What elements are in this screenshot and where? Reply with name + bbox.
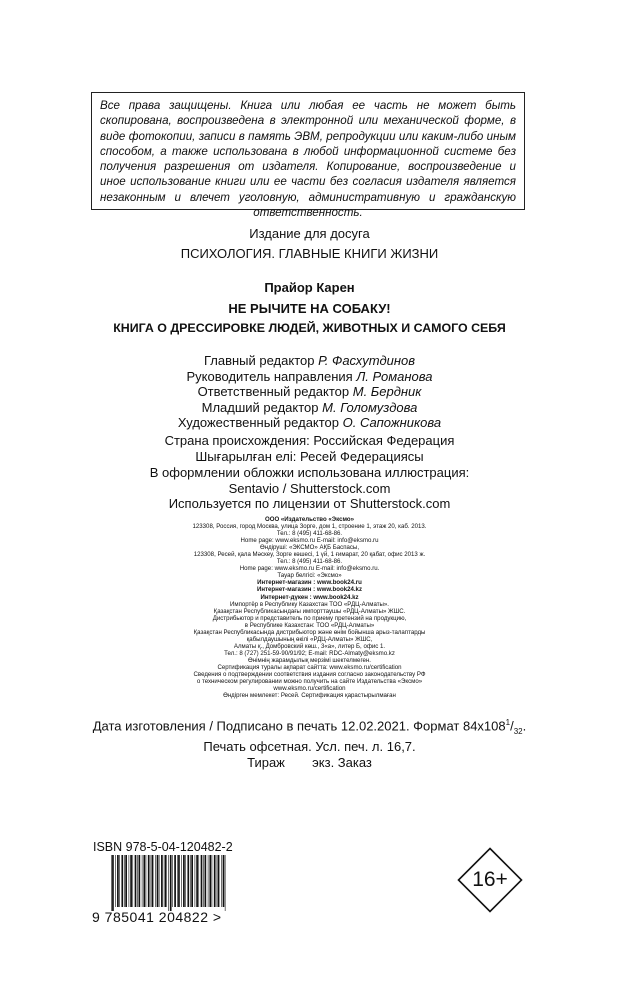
- format-numerator: 1: [505, 718, 511, 727]
- barcode-bar: [139, 855, 141, 907]
- age-rating-label: 16+: [472, 868, 508, 891]
- publisher-info-line: Интернет-магазин : www.book24.kz: [257, 586, 362, 594]
- barcode-bar: [214, 855, 216, 907]
- cover-credit-block: [0, 465, 619, 512]
- barcode-bar: [159, 855, 160, 907]
- publisher-info-line: Тел.: 8 (727) 251-59-90/91/92; E-mail: RDC-Almaty@eksmo.kz: [224, 649, 395, 657]
- tirage-label: Тираж: [247, 754, 285, 770]
- barcode-bar: [164, 855, 165, 907]
- credits-list: [0, 353, 619, 431]
- barcode-image: [111, 855, 228, 911]
- credit-line: [0, 415, 619, 431]
- publisher-info-line: Сведения о подтверждении соответствия издания согласно законодательству РФ: [193, 671, 426, 679]
- barcode-bar: [181, 855, 182, 907]
- credit-line: [0, 384, 619, 400]
- barcode-bar: [121, 855, 123, 907]
- origin-block: [0, 433, 619, 464]
- age-rating-badge: [457, 847, 523, 913]
- publisher-info-line: Тел.: 8 (495) 411-68-86.: [276, 558, 343, 566]
- publisher-info: [0, 516, 619, 699]
- credit-name: Р. Фасхутдинов: [318, 353, 416, 368]
- print-run-line: [0, 755, 619, 771]
- publisher-info-line: Өндірген мемлекет: Ресей. Сертификация қарастырылмаған: [223, 692, 396, 700]
- barcode-bar: [172, 855, 173, 907]
- barcode-bar: [223, 855, 225, 907]
- barcode-bar: [124, 855, 125, 907]
- publisher-info-line: www.eksmo.ru/certification: [273, 685, 346, 693]
- barcode-bar: [190, 855, 191, 907]
- barcode-bar: [203, 855, 204, 907]
- barcode-bar: [191, 855, 193, 907]
- book-title: НЕ РЫЧИТЕ НА СОБАКУ!: [228, 301, 391, 316]
- barcode-bar: [148, 855, 150, 907]
- book-subtitle: КНИГА О ДРЕССИРОВКЕ ЛЮДЕЙ, ЖИВОТНЫХ И САМОГО СЕБЯ: [113, 321, 506, 335]
- barcode-bar: [155, 855, 156, 907]
- barcode-bar: [174, 855, 176, 907]
- cover-credit-line: В оформлении обложки использована иллюстрация:: [149, 465, 470, 480]
- format-denominator: 32: [513, 726, 523, 736]
- barcode-bar: [196, 855, 198, 907]
- publisher-info-line: Интернет-дүкен : www.book24.kz: [260, 593, 359, 601]
- barcode-bar: [142, 855, 143, 907]
- barcode-bar: [208, 855, 209, 907]
- credit-line: [0, 353, 619, 369]
- barcode-bar: [165, 855, 167, 907]
- credit-role: Младший редактор: [201, 399, 319, 415]
- publisher-info-line: Home page: www.eksmo.ru E-mail: info@eksmo.ru.: [239, 565, 380, 573]
- barcode-bar: [129, 855, 130, 907]
- publisher-info-line: Сертификация туралы ақпарат сайтта: www.eksmo.ru/certification: [217, 663, 402, 671]
- barcode-bar: [146, 855, 147, 907]
- barcode-bar: [137, 855, 138, 907]
- credit-line: [0, 369, 619, 385]
- publisher-info-line: 123308, Ресей, қала Мәскеу, Зорге көшесі, 1 үй, 1 ғимарат, 20 қабат, офис 2013 ж.: [193, 551, 426, 559]
- origin-country-ru: Страна происхождения: Российская Федерация: [164, 433, 455, 448]
- barcode-bar: [117, 855, 119, 907]
- barcode-bar: [178, 855, 180, 907]
- author-name: Прайор Карен: [264, 280, 355, 295]
- publisher-info-line: Дистрибьютор и представитель по приему претензий на продукцию,: [212, 614, 407, 622]
- publisher-info-line: 123308, Россия, город Москва, улица Зорге, дом 1, строение 1, этаж 20, каб. 2013.: [192, 523, 427, 531]
- barcode-bar: [217, 855, 218, 907]
- order-label: экз. Заказ: [312, 754, 372, 770]
- credit-role: Главный редактор: [203, 353, 315, 368]
- credit-name: М. Бердник: [352, 384, 422, 399]
- print-date-format: Дата изготовления / Подписано в печать 12.02.2021. Формат 84x108: [92, 718, 506, 734]
- credit-name: Л. Романова: [356, 368, 433, 384]
- credit-name: М. Голомуздова: [322, 399, 418, 415]
- credit-line: [0, 400, 619, 416]
- barcode-bar: [170, 855, 172, 911]
- barcode-bar: [225, 855, 226, 911]
- publisher-info-line: Қазақстан Республикасындағы импорттаушы «РДЦ-Алматы» ЖШС.: [213, 607, 406, 615]
- publisher-info-line: Алматы қ., Домбровский көш., 3«а», литер Б, офис 1.: [233, 642, 386, 650]
- barcode-bar: [125, 855, 127, 907]
- barcode-bar: [218, 855, 220, 907]
- publisher-info-line: о техническом регулировании можно получить на сайте Издательства «Эксмо»: [196, 678, 423, 686]
- barcode-bar: [183, 855, 185, 907]
- print-info: [0, 715, 619, 770]
- barcode-bar: [185, 855, 186, 907]
- barcode-bar: [205, 855, 207, 907]
- credit-role: Руководитель направления: [186, 368, 353, 384]
- credit-name: О. Сапожникова: [342, 415, 442, 430]
- barcode-number: 9 785041 204822 >: [92, 909, 222, 925]
- publisher-info-line: Өнімнің жарамдылық мерзімі шектелмеген.: [248, 656, 371, 664]
- publisher-info-line: Тел.: 8 (495) 411-68-86.: [276, 530, 343, 538]
- cover-credit-line: Sentavio / Shutterstock.com: [228, 480, 391, 496]
- rights-notice: Все права защищены. Книга или любая ее часть не может быть скопирована, воспроизведена в электронной или механической форме, в виде фотокопии, записи в память ЭВМ, репродукции или каким-либо иным способом, а также использована в любой информационной системе без получения разрешения от издателя. Копирование, воспроизведение и иное использование книги или ее части без согласия издателя является незаконным и влечет уголовную, административную и гражданскую ответственность.: [100, 99, 516, 220]
- barcode-bar: [195, 855, 196, 907]
- print-info-line: Дата изготовления / Подписано в печать 12.02.2021. Формат $84x108^1/_{32}$.: [92, 718, 527, 736]
- print-type: Печать офсетная. Усл. печ. л. 16,7.: [203, 739, 416, 755]
- publisher-info-line: Өндіруші: «ЭКСМО» АҚБ Баспасы,: [259, 544, 360, 552]
- format-tail: .: [522, 718, 527, 734]
- barcode-bar: [209, 855, 211, 907]
- barcode-bar: [198, 855, 199, 907]
- barcode-bar: [132, 855, 133, 907]
- barcode-bar: [143, 855, 145, 907]
- barcode-bar: [168, 855, 169, 911]
- series-name: ПСИХОЛОГИЯ. ГЛАВНЫЕ КНИГИ ЖИЗНИ: [180, 246, 439, 261]
- barcode-bar: [130, 855, 132, 907]
- publisher-info-line: в Республике Казахстан: ТОО «РДЦ-Алматы»: [244, 621, 375, 629]
- barcode-bar: [115, 855, 116, 907]
- rights-notice-box: [91, 92, 525, 220]
- barcode-bar: [212, 855, 213, 907]
- barcode-bar: [135, 855, 137, 907]
- isbn: ISBN 978-5-04-120482-2: [93, 840, 233, 854]
- publisher-info-line: Импортёр в Республику Казахстан ТОО «РДЦ-Алматы».: [230, 600, 389, 608]
- barcode-bar: [187, 855, 189, 907]
- barcode-bar: [111, 855, 112, 911]
- barcode-bar: [157, 855, 159, 907]
- barcode-bar: [112, 855, 114, 911]
- publisher-info-line: Қазақстан Республикасында дистрибьютор және өнім бойынша арыз-талаптарды: [193, 628, 426, 636]
- publisher-info-line: Тауар белгісі: «Эксмо»: [277, 572, 342, 580]
- origin-country-kz: Шығарылған елі: Ресей Федерациясы: [195, 448, 424, 464]
- barcode-bar: [221, 855, 222, 907]
- publisher-info-line: Интернет-магазин : www.book24.ru: [257, 579, 362, 587]
- credit-role: Ответственный редактор: [197, 384, 350, 399]
- barcode-bar: [119, 855, 120, 907]
- publisher-info-line: қабылдаушының өкілі «РДЦ-Алматы» ЖШС,: [246, 635, 373, 643]
- credit-role: Художественный редактор: [177, 415, 340, 430]
- edition-type: Издание для досуга: [249, 226, 370, 241]
- barcode-bar: [151, 855, 152, 907]
- cover-credit-line: Используется по лицензии от Shutterstock.com: [168, 496, 451, 511]
- publisher-info-line: ООО «Издательство «Эксмо»: [264, 516, 355, 523]
- barcode-bar: [201, 855, 203, 907]
- publisher-info-line: Home page: www.eksmo.ru E-mail: info@eksmo.ru: [240, 537, 379, 545]
- barcode-bar: [152, 855, 154, 907]
- barcode-bar: [177, 855, 178, 907]
- barcode-bar: [161, 855, 163, 907]
